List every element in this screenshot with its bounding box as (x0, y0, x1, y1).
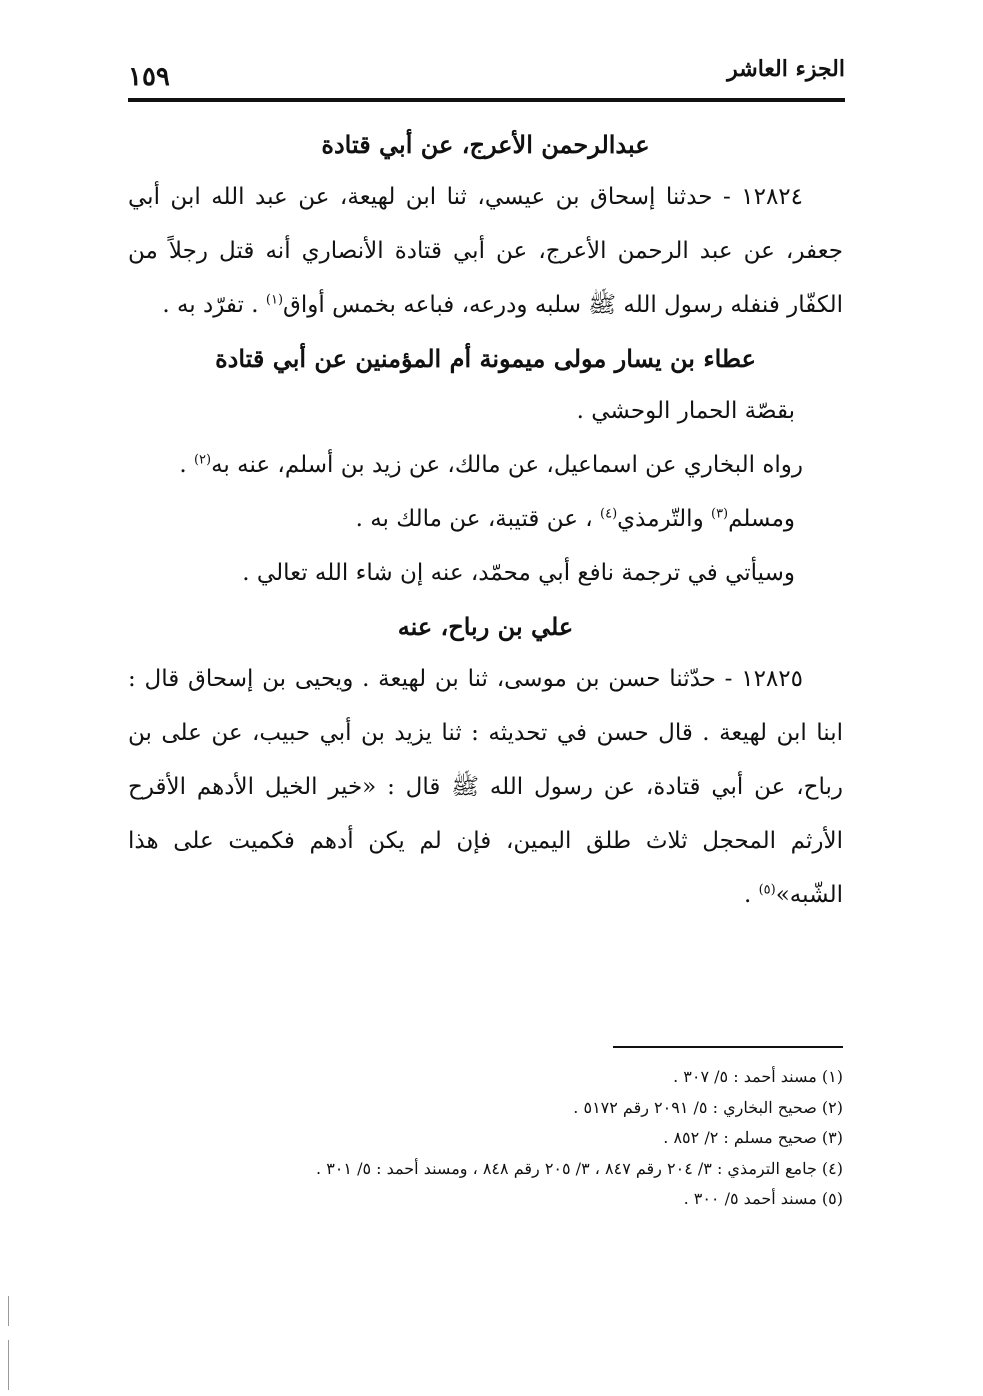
footnote-marker-1: (١) (265, 292, 284, 308)
footnote-marker-3: (٣) (710, 506, 729, 522)
section-2-line-2-text: رواه البخاري عن اسماعيل، عن مالك، عن زيد بن أسلم، عنه به (211, 452, 803, 478)
hadith-12824 (128, 170, 843, 332)
footnote-separator (613, 1046, 843, 1048)
section-heading-1: عبدالرحمن الأعرج، عن أبي قتادة (321, 130, 650, 159)
hadith-12825-text: ١٢٨٢٥ - حدّثنا حسن بن موسى، ثنا بن لهيعة . ويحيى بن إسحاق قال : ابنا ابن لهيعة . قال حسن في تحديثه : ثنا يزيد بن أبي حبيب، عن على بن رباح، عن أبي قتادة، عن رسول الله ﷺ قال : «خير الخيل الأدهم الأقرح الأرثم المحجل ثلاث طلق اليمين، فإن لم يكن أدهم فكميت على هذا الشّبه» (128, 666, 843, 908)
section-2-line-3-a: ومسلم (728, 506, 795, 532)
section-2-line-3-c: ، عن قتيبة، عن مالك به . (355, 506, 593, 532)
section-2-line-1: بقصّة الحمار الوحشي . (576, 398, 795, 424)
hadith-12825 (128, 652, 843, 922)
hadith-12825-tail: . (743, 882, 752, 908)
footnote-3: (٣) صحيح مسلم : ٢/ ٨٥٢ . (663, 1128, 843, 1147)
hadith-12824-tail: . تفرّد به . (162, 292, 259, 318)
footnote-marker-2: (٢) (193, 452, 212, 468)
scan-edge-mark-1 (8, 1296, 9, 1326)
hadith-12824-text: ١٢٨٢٤ - حدثنا إسحاق بن عيسي، ثنا ابن لهيعة، عن عبد الله ابن أبي جعفر، عن عبد الرحمن الأعرج، عن أبي قتادة الأنصاري أنه قتل رجلاً من الكفّار فنفله رسول الله ﷺ سلبه ودرعه، فباعه بخمس أواق (128, 184, 843, 318)
page-header (128, 48, 845, 100)
footnote-marker-5: (٥) (758, 882, 776, 898)
footnote-marker-4: (٤) (600, 506, 618, 522)
section-2-line-3-b: والتّرمذي (617, 506, 704, 532)
section-2-line-4: وسيأتي في ترجمة نافع أبي محمّد، عنه إن شاء الله تعالي . (242, 560, 795, 586)
section-2-line-3 (128, 492, 843, 546)
scan-edge-mark-2 (8, 1340, 9, 1390)
section-2-line-2-tail: . (179, 452, 187, 478)
section-heading-3: علي بن رباح، عنه (397, 612, 574, 641)
footnote-2: (٢) صحيح البخاري : ٥/ ٢٠٩١ رقم ٥١٧٢ . (573, 1097, 843, 1117)
section-2-line-2 (128, 438, 843, 492)
running-head: الجزء العاشر (727, 56, 845, 82)
header-rule (128, 98, 845, 102)
section-heading-2: عطاء بن يسار مولى ميمونة أم المؤمنين عن أبي قتادة (215, 344, 756, 373)
page-number: ١٥٩ (128, 62, 170, 92)
footnotes (128, 1062, 843, 1215)
main-text (128, 120, 843, 922)
footnote-4: (٤) جامع الترمذي : ٣/ ٢٠٤ رقم ٨٤٧ ، ٣/ ٢٠٥ رقم ٨٤٨ ، ومسند أحمد : ٥/ ٣٠١ . (316, 1158, 843, 1178)
footnote-5: (٥) مسند أحمد ٥/ ٣٠٠ . (683, 1189, 843, 1208)
footnote-1: (١) مسند أحمد : ٥/ ٣٠٧ . (673, 1067, 843, 1086)
